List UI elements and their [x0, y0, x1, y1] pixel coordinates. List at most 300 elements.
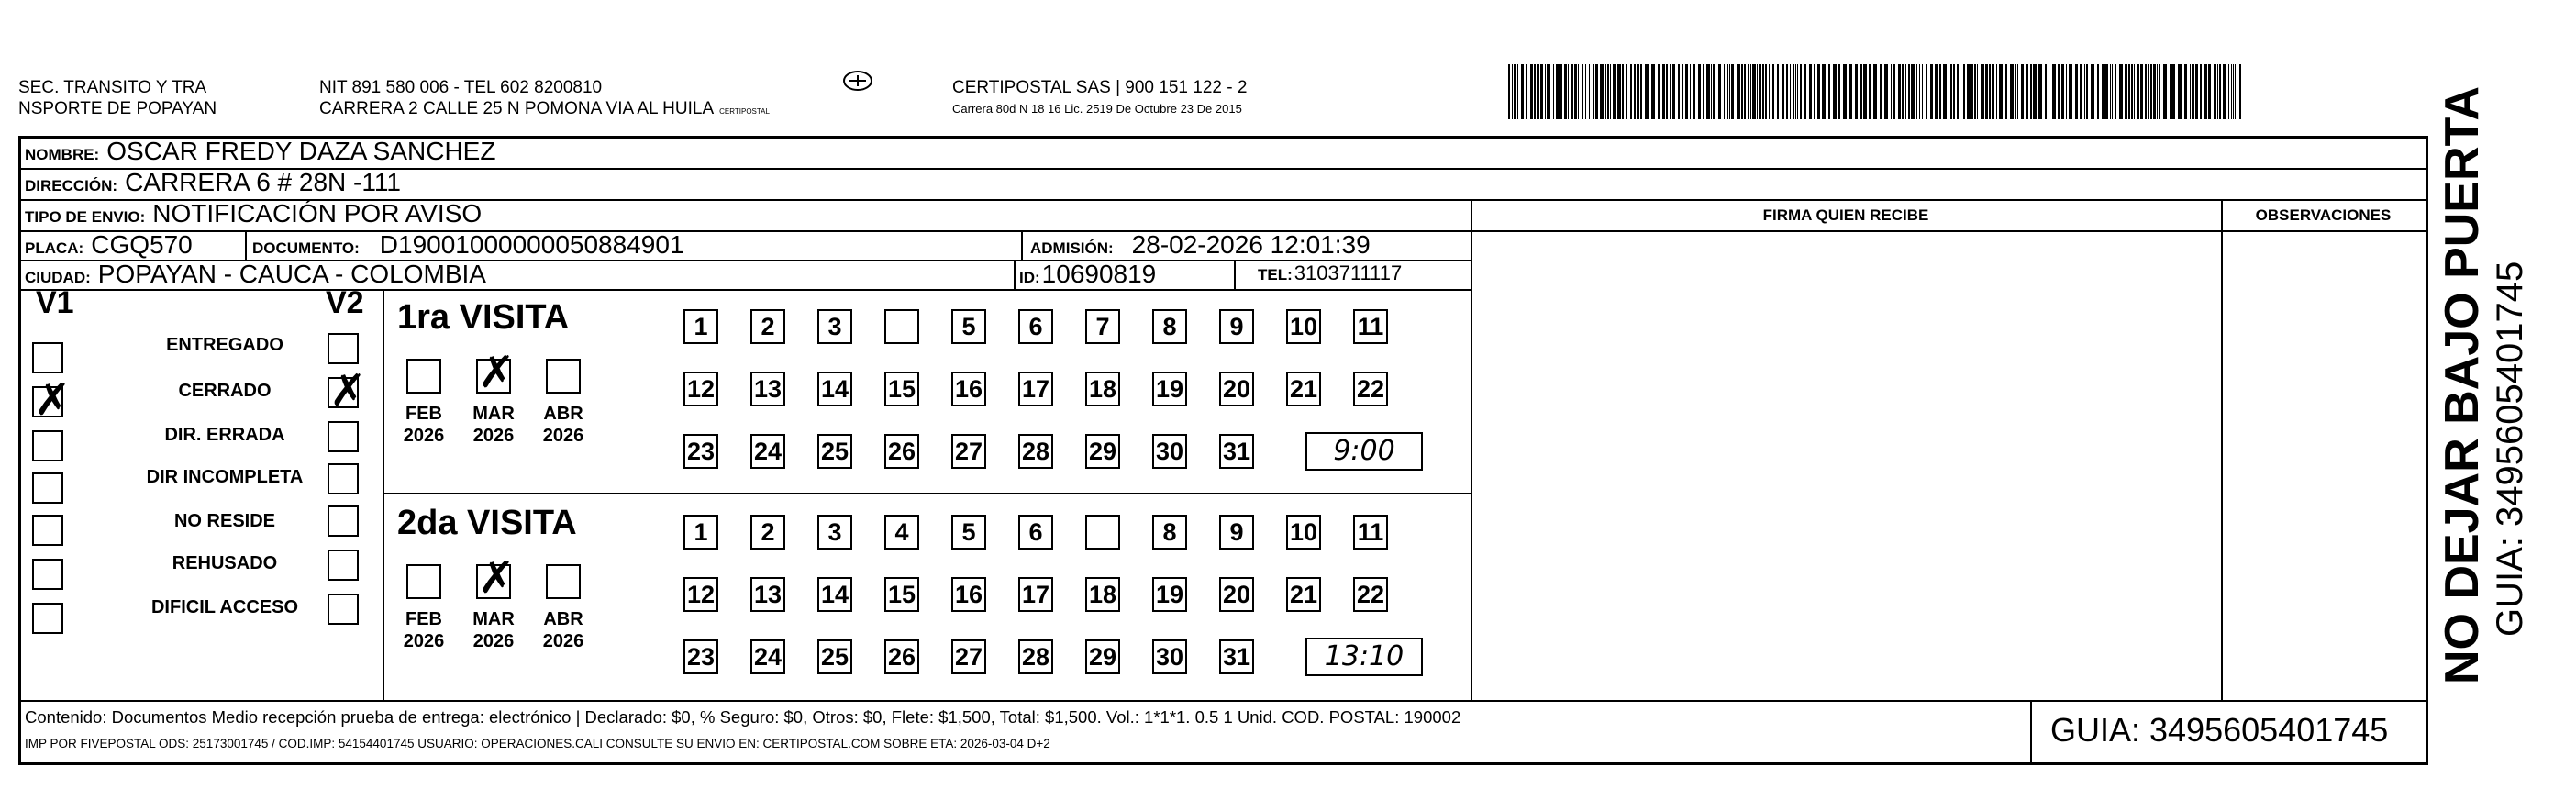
barcode-bar [1880, 64, 1882, 119]
barcode-bar [1610, 64, 1611, 119]
barcode-bar [1804, 64, 1806, 119]
barcode-bar [2200, 64, 2202, 119]
barcode-bar [1574, 64, 1577, 119]
day-box[interactable]: 17 [1018, 372, 1053, 406]
barcode-bar [1790, 64, 1791, 119]
day-box[interactable]: 27 [951, 639, 986, 674]
logo-text: CERTIPOSTAL [719, 107, 770, 116]
sender-line-2: NSPORTE DE POPAYAN [18, 99, 217, 118]
barcode-bar [1782, 64, 1784, 119]
barcode-bar [1860, 64, 1862, 119]
day-box[interactable]: 2 [750, 515, 785, 550]
barcode-bar [2125, 64, 2127, 119]
barcode-bar [2061, 64, 2064, 119]
day-box[interactable]: 23 [683, 434, 718, 469]
company-block [952, 77, 1247, 117]
day-box[interactable]: 30 [1152, 639, 1187, 674]
barcode-bar [2058, 64, 2060, 119]
barcode-bar [1744, 64, 1746, 119]
barcode-bar [2030, 64, 2032, 119]
month-year: 2026 [403, 426, 445, 446]
barcode-bar [1605, 64, 1606, 119]
barcode-bar [1757, 64, 1758, 119]
visit-time[interactable]: 13:10 [1305, 638, 1423, 676]
day-box[interactable]: 13 [750, 577, 785, 612]
check-mark-icon: ✗ [34, 374, 72, 426]
day-box[interactable]: 16 [951, 577, 986, 612]
barcode-bar [1996, 64, 1997, 119]
barcode-bar [2233, 64, 2234, 119]
company-logo-icon [842, 70, 873, 92]
ciudad-label: CIUDAD: [25, 269, 91, 286]
reason-label: DIR INCOMPLETA [146, 467, 304, 487]
barcode-bar [2010, 64, 2014, 119]
barcode-bar [1953, 64, 1955, 119]
barcode-bar [2066, 64, 2067, 119]
barcode-bar [1731, 64, 1734, 119]
day-box[interactable]: 12 [683, 577, 718, 612]
barcode-bar [2171, 64, 2175, 119]
barcode-bar [2215, 64, 2216, 119]
barcode-bar [1545, 64, 1546, 119]
day-box[interactable]: 28 [1018, 639, 1053, 674]
barcode-bar [2231, 64, 2232, 119]
barcode-bar [1843, 64, 1847, 119]
month-checkbox-feb[interactable] [406, 564, 441, 599]
barcode-bar [1651, 64, 1655, 119]
day-box[interactable]: 16 [951, 372, 986, 406]
barcode-bar [1809, 64, 1812, 119]
reason-label: DIR. ERRADA [164, 425, 285, 445]
firma-label: FIRMA QUIEN RECIBE [1762, 206, 1929, 224]
barcode-bar [1737, 64, 1740, 119]
barcode-bar [1750, 64, 1751, 119]
nit-block [319, 77, 770, 119]
barcode-bar [2195, 64, 2198, 119]
barcode-bar [2190, 64, 2191, 119]
month-name: ABR [543, 609, 583, 629]
barcode-bar [1817, 64, 1820, 119]
day-box[interactable]: 25 [817, 434, 852, 469]
month-name: MAR [472, 404, 515, 424]
v2-checkbox-cerrado[interactable] [328, 365, 367, 417]
day-box[interactable]: 14 [817, 372, 852, 406]
barcode-bar [1974, 64, 1976, 119]
month-checkbox-abr[interactable] [546, 359, 581, 394]
barcode-bar [1682, 64, 1683, 119]
barcode-bar [1981, 64, 1984, 119]
barcode-bar [1537, 64, 1539, 119]
barcode-bar [1711, 64, 1712, 119]
barcode-bar [2145, 64, 2147, 119]
barcode-bar [2015, 64, 2016, 119]
barcode-bar [2033, 64, 2037, 119]
barcode-bar [1873, 64, 1877, 119]
reason-label: REHUSADO [172, 553, 278, 573]
day-box[interactable] [884, 309, 919, 344]
v2-checkbox-rehusado[interactable] [328, 550, 359, 581]
visit-time[interactable]: 9:00 [1305, 432, 1423, 471]
day-box[interactable]: 11 [1353, 309, 1388, 344]
day-box[interactable]: 26 [884, 434, 919, 469]
direccion-row [25, 168, 401, 197]
barcode-bar [1814, 64, 1815, 119]
month-checkbox-mar[interactable] [476, 552, 516, 604]
barcode-bar [1672, 64, 1675, 119]
barcode-bar [1514, 64, 1516, 119]
placa-value: CGQ570 [91, 230, 193, 259]
barcode-bar [1985, 64, 1988, 119]
placa-label: PLACA: [25, 239, 84, 257]
barcode-bar [1891, 64, 1892, 119]
barcode-bar [1568, 64, 1569, 119]
barcode-bar [1765, 64, 1767, 119]
barcode-bar [1658, 64, 1660, 119]
barcode-bar [1526, 64, 1527, 119]
visit-title: 2da VISITA [397, 504, 577, 542]
barcode-bar [2052, 64, 2056, 119]
id-row [1019, 260, 1156, 289]
barcode-bar [1718, 64, 1721, 119]
barcode-bar [2159, 64, 2160, 119]
v2-header: V2 [326, 285, 364, 320]
v2-checkbox-dir-errada[interactable] [328, 421, 359, 452]
day-box[interactable]: 15 [884, 577, 919, 612]
barcode-bar [1630, 64, 1632, 119]
day-box[interactable]: 12 [683, 372, 718, 406]
barcode-bar [1800, 64, 1802, 119]
nit-line-1: NIT 891 580 006 - TEL 602 8200810 [319, 78, 603, 97]
barcode-bar [1626, 64, 1627, 119]
month-year: 2026 [542, 426, 584, 446]
month-name: ABR [543, 404, 583, 424]
barcode-bar [2086, 64, 2088, 119]
admision-label: ADMISIÓN: [1030, 239, 1114, 257]
barcode-bar [1607, 64, 1609, 119]
barcode-bar [1849, 64, 1852, 119]
nit-line-2: CARRERA 2 CALLE 25 N POMONA VIA AL HUILA [319, 99, 715, 118]
barcode-bar [1530, 64, 1533, 119]
day-box[interactable]: 2 [750, 309, 785, 344]
v1-checkbox-dir-errada[interactable] [32, 430, 63, 461]
barcode-bar [1971, 64, 1973, 119]
barcode-bar [1822, 64, 1826, 119]
v1-checkbox-rehusado[interactable] [32, 559, 63, 590]
reason-label: DIFICIL ACCESO [150, 597, 298, 617]
id-value: 10690819 [1041, 260, 1157, 288]
barcode-bar [1600, 64, 1604, 119]
day-box[interactable]: 5 [951, 515, 986, 550]
barcode-bar [1571, 64, 1573, 119]
day-box[interactable]: 10 [1286, 309, 1321, 344]
footer-line-1: Contenido: Documentos Medio recepción prueba de entrega: electrónico | Declarado: $0, % Seguro: $0, Otros: $0, Flete: $1,500, Total: $1,500. Vol.: 1*1*1. 0.5 1 Unid. COD. POSTAL: 190002 [25, 707, 1461, 727]
day-box[interactable]: 6 [1018, 309, 1053, 344]
v1-checkbox-entregado[interactable] [32, 342, 63, 373]
nombre-label: NOMBRE: [25, 146, 100, 163]
barcode-bar [2115, 64, 2116, 119]
day-box[interactable]: 1 [683, 515, 718, 550]
day-box[interactable]: 3 [817, 515, 852, 550]
day-box[interactable]: 25 [817, 639, 852, 674]
barcode-bar [2192, 64, 2194, 119]
barcode-bar [2148, 64, 2149, 119]
day-box[interactable]: 9 [1219, 515, 1254, 550]
barcode-bar [1634, 64, 1636, 119]
day-box[interactable]: 7 [1085, 309, 1120, 344]
day-box[interactable]: 8 [1152, 309, 1187, 344]
month-checkbox-feb[interactable] [406, 359, 441, 394]
barcode-bar [1693, 64, 1695, 119]
day-box[interactable]: 22 [1353, 372, 1388, 406]
barcode-bar [1729, 64, 1730, 119]
day-box[interactable]: 30 [1152, 434, 1187, 469]
barcode-bar [2153, 64, 2156, 119]
barcode-bar [1662, 64, 1665, 119]
barcode-bar [1777, 64, 1779, 119]
barcode-bar [1898, 64, 1901, 119]
barcode-bar [1838, 64, 1840, 119]
month-year: 2026 [542, 631, 584, 651]
day-box[interactable]: 29 [1085, 434, 1120, 469]
month-label [461, 403, 526, 447]
barcode-bar [2228, 64, 2229, 119]
barcode-bar [1916, 64, 1917, 119]
barcode-bar [1795, 64, 1796, 119]
barcode-bar [1793, 64, 1794, 119]
day-box[interactable]: 9 [1219, 309, 1254, 344]
barcode-bar [2134, 64, 2135, 119]
barcode-bar [2219, 64, 2221, 119]
tipo-row [25, 199, 482, 228]
barcode-bar [2119, 64, 2123, 119]
barcode-bar [1922, 64, 1923, 119]
barcode-bar [1752, 64, 1756, 119]
day-box[interactable]: 11 [1353, 515, 1388, 550]
barcode-bar [1727, 64, 1728, 119]
footer-line-2: IMP POR FIVEPOSTAL ODS: 25173001745 / COD.IMP: 54154401745 USUARIO: OPERACIONES.CALI CONSULTE SU ENVIO EN: CERTIPOSTAL.COM SOBRE ETA: 2026-03-04 D+2 [25, 737, 1050, 750]
barcode-bar [2128, 64, 2130, 119]
barcode-bar [1939, 64, 1941, 119]
v1-checkbox-no-reside[interactable] [32, 515, 63, 546]
barcode-bar [1833, 64, 1837, 119]
barcode-bar [2102, 64, 2104, 119]
barcode-bar [1926, 64, 1927, 119]
barcode-bar [1617, 64, 1621, 119]
barcode-bar [1622, 64, 1624, 119]
barcode-bar [2038, 64, 2042, 119]
barcode-bar [1762, 64, 1764, 119]
day-box[interactable]: 24 [750, 639, 785, 674]
day-box[interactable]: 15 [884, 372, 919, 406]
month-year: 2026 [472, 631, 515, 651]
nombre-row [25, 137, 495, 166]
barcode-bar [1613, 64, 1616, 119]
company-line-1: CERTIPOSTAL SAS | 900 151 122 - 2 [952, 78, 1248, 97]
month-label [392, 403, 456, 447]
day-box[interactable]: 26 [884, 639, 919, 674]
signature-area[interactable] [1856, 524, 1893, 634]
barcode-bar [1589, 64, 1590, 119]
day-box[interactable]: 20 [1219, 372, 1254, 406]
day-box[interactable]: 21 [1286, 577, 1321, 612]
barcode-bar [1884, 64, 1888, 119]
barcode-bar [1992, 64, 1994, 119]
barcode-bar [2150, 64, 2152, 119]
barcode-bar [1666, 64, 1668, 119]
day-box[interactable]: 10 [1286, 515, 1321, 550]
v1-checkbox-dir-incompleta[interactable] [32, 472, 63, 504]
barcode-bar [1905, 64, 1906, 119]
reason-label: NO RESIDE [173, 511, 276, 531]
barcode-bar [2214, 64, 2215, 119]
day-box[interactable]: 14 [817, 577, 852, 612]
footer-guia: GUIA: 3495605401745 [2050, 711, 2389, 749]
day-box[interactable]: 6 [1018, 515, 1053, 550]
day-box[interactable]: 13 [750, 372, 785, 406]
v1-header: V1 [36, 285, 74, 320]
month-label [531, 608, 595, 652]
barcode-bar [2080, 64, 2082, 119]
day-box[interactable]: 22 [1353, 577, 1388, 612]
barcode-bar [1517, 64, 1518, 119]
month-label [461, 608, 526, 652]
barcode-bar [1595, 64, 1598, 119]
day-box[interactable] [1085, 515, 1120, 550]
barcode-bar [1855, 64, 1858, 119]
day-box[interactable]: 21 [1286, 372, 1321, 406]
barcode-bar [1553, 64, 1554, 119]
barcode-bar [1585, 64, 1586, 119]
delivery-form [18, 136, 2428, 765]
day-box[interactable]: 19 [1152, 372, 1187, 406]
day-box[interactable]: 4 [884, 515, 919, 550]
barcode-bar [1828, 64, 1830, 119]
v1-checkbox-cerrado[interactable] [32, 374, 72, 426]
barcode-bar [2097, 64, 2099, 119]
barcode-bar [1637, 64, 1639, 119]
day-box[interactable]: 29 [1085, 639, 1120, 674]
barcode-bar [2045, 64, 2047, 119]
barcode-bar [1685, 64, 1688, 119]
reason-label: CERRADO [178, 381, 272, 401]
barcode-bar [1748, 64, 1749, 119]
month-checkbox-mar[interactable] [476, 347, 516, 398]
barcode-bar [1564, 64, 1567, 119]
barcode-bar [2021, 64, 2024, 119]
check-mark-icon: ✗ [478, 552, 516, 604]
barcode-bar [1578, 64, 1579, 119]
barcode-bar [1521, 64, 1524, 119]
month-name: FEB [405, 609, 442, 629]
barcode-bar [1534, 64, 1536, 119]
tel-row [1258, 261, 1402, 285]
visit-title: 1ra VISITA [397, 298, 570, 337]
barcode-bar [1950, 64, 1952, 119]
month-checkbox-abr[interactable] [546, 564, 581, 599]
direccion-value: CARRERA 6 # 28N -111 [125, 168, 401, 196]
day-box[interactable]: 5 [951, 309, 986, 344]
day-box[interactable]: 31 [1219, 639, 1254, 674]
tipo-value: NOTIFICACIÓN POR AVISO [152, 199, 483, 228]
barcode-bar [1797, 64, 1798, 119]
barcode-bar [2157, 64, 2158, 119]
barcode-bar [2005, 64, 2007, 119]
day-box[interactable]: 19 [1152, 577, 1187, 612]
day-box[interactable]: 8 [1152, 515, 1187, 550]
month-label [392, 608, 456, 652]
day-box[interactable]: 24 [750, 434, 785, 469]
barcode-bar [1769, 64, 1770, 119]
day-box[interactable]: 18 [1085, 372, 1120, 406]
barcode-bar [1786, 64, 1788, 119]
observaciones-label: OBSERVACIONES [2255, 206, 2392, 224]
day-box[interactable]: 31 [1219, 434, 1254, 469]
barcode-bar [2140, 64, 2143, 119]
day-box[interactable]: 28 [1018, 434, 1053, 469]
barcode-bar [1759, 64, 1761, 119]
barcode-bar [1999, 64, 2003, 119]
barcode-bar [1908, 64, 1910, 119]
barcode-bar [1893, 64, 1895, 119]
barcode-bar [1741, 64, 1743, 119]
day-box[interactable]: 1 [683, 309, 718, 344]
day-box[interactable]: 17 [1018, 577, 1053, 612]
barcode-bar [2170, 64, 2171, 119]
barcode-bar [1512, 64, 1513, 119]
barcode [1508, 64, 2253, 119]
month-name: MAR [472, 609, 515, 629]
day-box[interactable]: 20 [1219, 577, 1254, 612]
placa-row [25, 230, 193, 260]
v2-checkbox-dir-incompleta[interactable] [328, 463, 359, 494]
reason-label: ENTREGADO [166, 335, 283, 355]
barcode-bar [1863, 64, 1867, 119]
day-box[interactable]: 23 [683, 639, 718, 674]
barcode-bar [2069, 64, 2072, 119]
barcode-bar [2112, 64, 2113, 119]
direccion-label: DIRECCIÓN: [25, 177, 118, 194]
barcode-bar [1977, 64, 1978, 119]
barcode-bar [2104, 64, 2108, 119]
barcode-bar [2208, 64, 2211, 119]
barcode-bar [1640, 64, 1642, 119]
barcode-bar [2178, 64, 2182, 119]
month-year: 2026 [403, 631, 445, 651]
barcode-bar [1508, 64, 1510, 119]
v1-checkbox-dificil-acceso[interactable] [32, 603, 63, 634]
barcode-bar [1678, 64, 1680, 119]
v2-checkbox-dificil-acceso[interactable] [328, 594, 359, 625]
day-box[interactable]: 27 [951, 434, 986, 469]
ciudad-row [25, 260, 486, 289]
side-warning: NO DEJAR BAJO PUERTA [2436, 85, 2489, 684]
barcode-bar [2137, 64, 2139, 119]
v2-checkbox-no-reside[interactable] [328, 505, 359, 537]
barcode-bar [1670, 64, 1671, 119]
barcode-bar [1556, 64, 1560, 119]
barcode-bar [2163, 64, 2167, 119]
barcode-bar [1869, 64, 1871, 119]
day-box[interactable]: 18 [1085, 577, 1120, 612]
tel-label: TEL: [1258, 266, 1293, 283]
nombre-value: OSCAR FREDY DAZA SANCHEZ [106, 137, 496, 165]
barcode-bar [1989, 64, 1991, 119]
barcode-bar [1772, 64, 1774, 119]
side-guia: GUIA: 3495605401745 [2490, 261, 2530, 637]
day-box[interactable]: 3 [817, 309, 852, 344]
barcode-bar [1560, 64, 1562, 119]
v2-checkbox-entregado[interactable] [328, 333, 359, 364]
